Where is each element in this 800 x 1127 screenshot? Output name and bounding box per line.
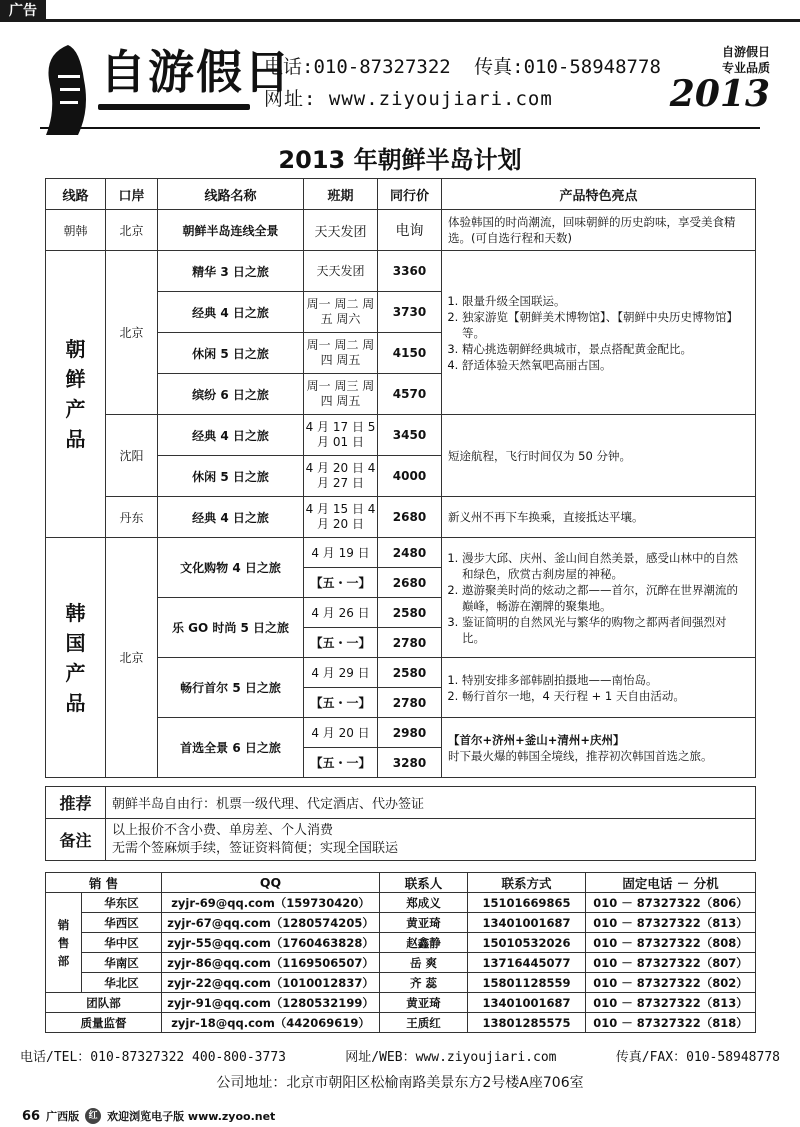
highlight-item: 时下最火爆的韩国全境线，推荐初次韩国首选之旅。 (448, 748, 713, 763)
contact-name: 郑成义 (380, 893, 468, 913)
highlight-item: 4. 舒适体验天然氧吧高丽古国。 (462, 357, 749, 373)
brand-logo-text: 自游假日 (100, 45, 292, 99)
header-cell: 同行价 (378, 179, 442, 210)
landline: 010 － 87327322（813） (586, 913, 756, 933)
route-name: 经典 4 日之旅 (158, 292, 304, 333)
region: 华东区 (82, 893, 162, 913)
table-row (46, 973, 756, 993)
port: 北京 (106, 210, 158, 251)
schedule: 4 月 20 日 4 月 27 日 (304, 456, 378, 497)
schedule: 周一 周二 周四 周五 (304, 333, 378, 374)
contact-name: 王质红 (380, 1013, 468, 1033)
route-category (46, 538, 106, 778)
footer-fax: 传真/FAX：010-58948778 (615, 1050, 780, 1065)
tour-price-table (45, 178, 756, 778)
mobile: 13801285575 (468, 1013, 586, 1033)
table-row (46, 893, 756, 913)
highlight-item: 1. 特别安排多部韩剧拍摄地——南怡岛。 (462, 672, 749, 688)
schedule: 4 月 29 日 (304, 658, 378, 688)
table-row (46, 993, 756, 1013)
route-name: 缤纷 6 日之旅 (158, 374, 304, 415)
highlight-item: 3. 精心挑选朝鲜经典城市，景点搭配黄金配比。 (462, 341, 749, 357)
table-row (46, 497, 756, 538)
header-cell: 联系方式 (468, 873, 586, 893)
footprint-logo-icon (38, 40, 98, 140)
table-row (46, 251, 756, 292)
landline: 010 － 87327322（807） (586, 953, 756, 973)
schedule: 4 月 15 日 4 月 20 日 (304, 497, 378, 538)
highlights (442, 658, 756, 718)
recommend-label: 推荐 (46, 787, 106, 819)
header-cell: 线路名称 (158, 179, 304, 210)
highlight-item: 2. 遨游聚美时尚的炫动之都——首尔，沉醉在世界潮流的巅峰，畅游在潮牌的聚集地。 (462, 582, 749, 614)
highlights (442, 538, 756, 658)
company-address: 公司地址：北京市朝阳区松榆南路美景东方2号楼A座706室 (216, 1075, 584, 1091)
table-row (46, 933, 756, 953)
price: 4150 (378, 333, 442, 374)
schedule: 4 月 26 日 (304, 598, 378, 628)
contact-name: 齐 蕊 (380, 973, 468, 993)
notes-row (46, 819, 756, 861)
price: 2580 (378, 598, 442, 628)
header-cell: QQ (162, 873, 380, 893)
highlights: 体验韩国的时尚潮流，回味朝鲜的历史韵味，享受美食精选。(可自选行程和天数) (442, 210, 756, 251)
region: 华中区 (82, 933, 162, 953)
table-row (46, 953, 756, 973)
price: 3730 (378, 292, 442, 333)
header-cell: 线路 (46, 179, 106, 210)
header-cell: 销 售 (46, 873, 162, 893)
notes-table (45, 786, 756, 861)
top-rule (46, 19, 800, 22)
footer-contact (20, 1046, 780, 1065)
schedule: 周一 周三 周四 周五 (304, 374, 378, 415)
table-header-row (46, 179, 756, 210)
header-cell: 口岸 (106, 179, 158, 210)
highlight-item: 1. 限量升级全国联运。 (462, 293, 749, 309)
mobile: 13716445077 (468, 953, 586, 973)
qq: zyjr-86@qq.com（1169506507） (162, 953, 380, 973)
mobile: 15801128559 (468, 973, 586, 993)
port: 北京 (106, 251, 158, 415)
table-row (46, 1013, 756, 1033)
table-row (46, 210, 756, 251)
qq: zyjr-18@qq.com（442069619） (162, 1013, 380, 1033)
mobile: 15010532026 (468, 933, 586, 953)
page-footer (22, 1108, 275, 1124)
recommend-text: 朝鲜半岛自由行：机票一级代理、代定酒店、代办签证 (106, 787, 756, 819)
price: 2680 (378, 497, 442, 538)
badge-slogan-1: 自游假日 (721, 45, 770, 59)
edition-badge-icon: 红 (85, 1108, 101, 1124)
region: 华北区 (82, 973, 162, 993)
price: 2780 (378, 628, 442, 658)
highlights: 短途航程，飞行时间仅为 50 分钟。 (442, 415, 756, 497)
highlight-item: 2. 畅行首尔一地，4 天行程 + 1 天自由活动。 (462, 688, 749, 704)
brand-badge (650, 44, 770, 115)
header-rule (40, 127, 760, 129)
schedule: 【五・一】 (304, 568, 378, 598)
highlight-item: 1. 漫步大邱、庆州、釜山间自然美景，感受山林中的自然和绿色，欣赏古刹房屋的神秘。 (462, 550, 749, 582)
highlight-item: 2. 独家游览【朝鲜美术博物馆】、【朝鲜中央历史博物馆】等。 (462, 309, 749, 341)
landline: 010 － 87327322（806） (586, 893, 756, 913)
price: 3450 (378, 415, 442, 456)
route-name: 朝鲜半岛连线全景 (158, 210, 304, 251)
brand-phone: 电话:010-87327322 (264, 56, 451, 78)
route-name: 经典 4 日之旅 (158, 497, 304, 538)
dept-label: 销售部 (46, 893, 82, 993)
contact-name: 黄亚琦 (380, 993, 468, 1013)
price: 电询 (378, 210, 442, 251)
route-category (46, 251, 106, 538)
schedule: 【五・一】 (304, 748, 378, 778)
schedule: 【五・一】 (304, 688, 378, 718)
mobile: 13401001687 (468, 993, 586, 1013)
highlights (442, 251, 756, 415)
region: 华南区 (82, 953, 162, 973)
route-cities: 【首尔+济州+釜山+清州+庆州】 (448, 732, 625, 747)
south-category-label: 韩国产品 (65, 600, 86, 715)
recommend-row (46, 787, 756, 819)
price: 3280 (378, 748, 442, 778)
region: 华西区 (82, 913, 162, 933)
notes-label: 备注 (46, 819, 106, 861)
route-name: 首选全景 6 日之旅 (158, 718, 304, 778)
price: 3360 (378, 251, 442, 292)
badge-year: 2013 (669, 73, 770, 115)
header-cell: 班期 (304, 179, 378, 210)
route-name: 经典 4 日之旅 (158, 415, 304, 456)
price: 2780 (378, 688, 442, 718)
page-title: 2013 年朝鲜半岛计划 (278, 146, 522, 174)
brand-contact (264, 52, 661, 79)
e-edition-invite: 欢迎浏览电子版 www.zyoo.net (107, 1110, 276, 1123)
table-row (46, 538, 756, 568)
port: 北京 (106, 538, 158, 778)
table-row (46, 913, 756, 933)
route-name: 休闲 5 日之旅 (158, 333, 304, 374)
note-line: 以上报价不含小费、单房差、个人消费 (112, 822, 334, 838)
landline: 010 － 87327322（802） (586, 973, 756, 993)
badge-slogan-2: 专业品质 (721, 61, 770, 75)
route-category: 朝韩 (46, 210, 106, 251)
logo-underline (98, 104, 250, 110)
schedule: 【五・一】 (304, 628, 378, 658)
highlights: 新义州不再下车换乘，直接抵达平壤。 (442, 497, 756, 538)
schedule: 4 月 17 日 5 月 01 日 (304, 415, 378, 456)
qq: zyjr-22@qq.com（1010012837） (162, 973, 380, 993)
highlight-item: 3. 鉴证简明的自然风光与繁华的购物之都两者间强烈对比。 (462, 614, 749, 646)
contact-name: 岳 爽 (380, 953, 468, 973)
qq: zyjr-67@qq.com（1280574205） (162, 913, 380, 933)
sales-header-row (46, 873, 756, 893)
ad-tag: 广告 (0, 0, 46, 22)
header-cell: 固定电话 － 分机 (586, 873, 756, 893)
price: 2980 (378, 718, 442, 748)
port: 沈阳 (106, 415, 158, 497)
notes-text (106, 819, 756, 861)
footer-tel: 电话/TEL：010-87327322 400-800-3773 (20, 1050, 286, 1065)
mobile: 13401001687 (468, 913, 586, 933)
schedule: 4 月 20 日 (304, 718, 378, 748)
route-name: 精华 3 日之旅 (158, 251, 304, 292)
route-name: 文化购物 4 日之旅 (158, 538, 304, 598)
landline: 010 － 87327322（818） (586, 1013, 756, 1033)
contact-name: 黄亚琦 (380, 913, 468, 933)
qq: zyjr-91@qq.com（1280532199） (162, 993, 380, 1013)
route-name: 休闲 5 日之旅 (158, 456, 304, 497)
region: 质量监督 (46, 1013, 162, 1033)
north-category-label: 朝鲜产品 (65, 337, 86, 451)
schedule: 4 月 19 日 (304, 538, 378, 568)
sales-contact-table (45, 872, 756, 1033)
price: 2580 (378, 658, 442, 688)
schedule: 天天发团 (304, 210, 378, 251)
landline: 010 － 87327322（813） (586, 993, 756, 1013)
mobile: 15101669865 (468, 893, 586, 913)
contact-name: 赵鑫静 (380, 933, 468, 953)
price: 2480 (378, 538, 442, 568)
highlights (442, 718, 756, 778)
price: 4570 (378, 374, 442, 415)
qq: zyjr-55@qq.com（1760463828） (162, 933, 380, 953)
brand-website: 网址: www.ziyoujiari.com (264, 88, 553, 110)
price: 2680 (378, 568, 442, 598)
table-row (46, 415, 756, 456)
port: 丹东 (106, 497, 158, 538)
note-line: 无需个签麻烦手续，签证资料简便；实现全国联运 (112, 840, 399, 856)
edition-label: 广西版 (46, 1110, 80, 1123)
header-cell: 联系人 (380, 873, 468, 893)
brand-fax: 传真:010-58948778 (474, 56, 661, 78)
footer-web: 网址/WEB：www.ziyoujiari.com (345, 1050, 557, 1065)
schedule: 周一 周二 周五 周六 (304, 292, 378, 333)
route-name: 乐 GO 时尚 5 日之旅 (158, 598, 304, 658)
region: 团队部 (46, 993, 162, 1013)
header-cell: 产品特色亮点 (442, 179, 756, 210)
price: 4000 (378, 456, 442, 497)
landline: 010 － 87327322（808） (586, 933, 756, 953)
qq: zyjr-69@qq.com（159730420） (162, 893, 380, 913)
schedule: 天天发团 (304, 251, 378, 292)
route-name: 畅行首尔 5 日之旅 (158, 658, 304, 718)
page-number: 66 (22, 1108, 41, 1124)
